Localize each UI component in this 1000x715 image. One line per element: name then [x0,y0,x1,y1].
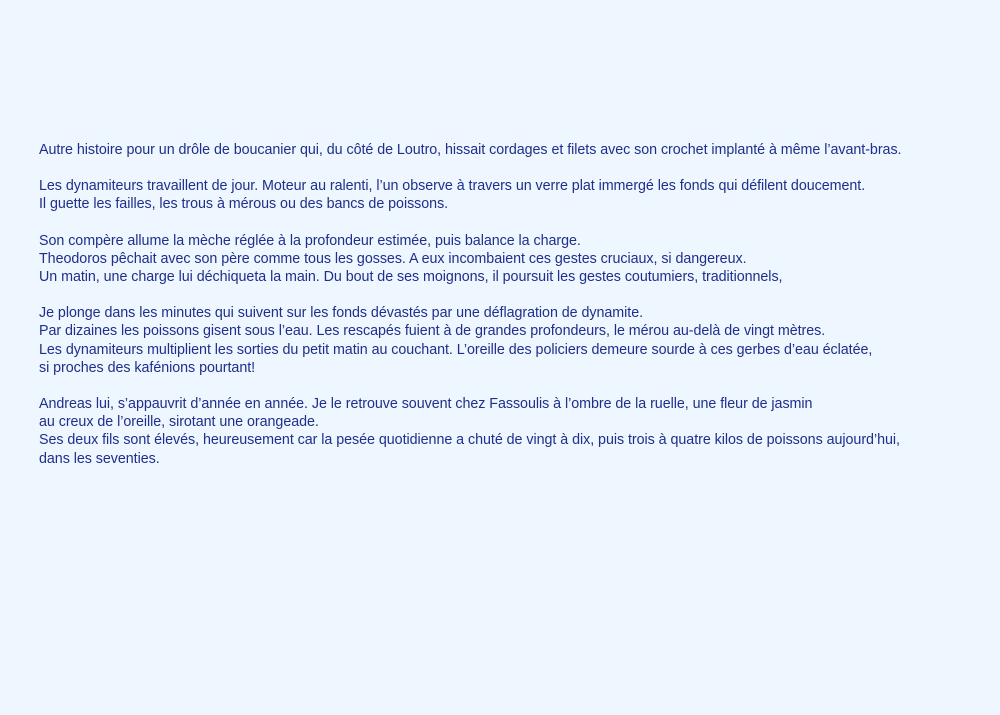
text-line: Je plonge dans les minutes qui suivent sur les fonds dévastés par une déflagration de dynamite. [39,305,644,322]
text-line: Il guette les failles, les trous à mérous ou des bancs de poissons. [39,196,449,213]
text-line: Son compère allume la mèche réglée à la profondeur estimée, puis balance la charge. [39,232,581,249]
text-line: dans les seventies. [39,450,160,467]
text-line: si proches des kafénions pourtant! [39,359,256,376]
paragraph-1 [39,141,984,159]
paragraph-2 [39,177,984,213]
text-line: Par dizaines les poissons gisent sous l’eau. Les rescapés fuient à de grandes profondeurs, le mérou au-delà de vingt mètres. [39,323,826,340]
story-text [39,141,984,486]
text-line: Autre histoire pour un drôle de boucanier qui, du côté de Loutro, hissait cordages et filets avec son crochet implanté à même l’avant-bras. [39,142,902,158]
text-line: Les dynamiteurs multiplient les sorties du petit matin au couchant. L’oreille des policiers demeure sourde à ces gerbes d’eau éclatée, [39,341,873,358]
text-line: Andreas lui, s’appauvrit d’année en année. Je le retrouve souvent chez Fassoulis à l’ombre de la ruelle, une fleur de jasmin [39,396,813,413]
paragraph-3 [39,232,984,287]
text-line: Les dynamiteurs travaillent de jour. Moteur au ralenti, l’un observe à travers un verre plat immergé les fonds qui défilent doucement. [39,178,866,195]
text-line: Theodoros pêchait avec son père comme tous les gosses. A eux incombaient ces gestes cruciaux, si dangereux. [39,250,747,267]
paragraph-4 [39,304,984,377]
paragraph-5 [39,395,984,468]
text-line: Ses deux fils sont élevés, heureusement car la pesée quotidienne a chuté de vingt à dix, puis trois à quatre kilos de poissons aujourd’hui, [39,432,900,449]
text-line: Un matin, une charge lui déchiqueta la main. Du bout de ses moignons, il poursuit les gestes coutumiers, traditionnels, [39,269,783,286]
text-line: au creux de l’oreille, sirotant une orangeade. [39,414,319,431]
